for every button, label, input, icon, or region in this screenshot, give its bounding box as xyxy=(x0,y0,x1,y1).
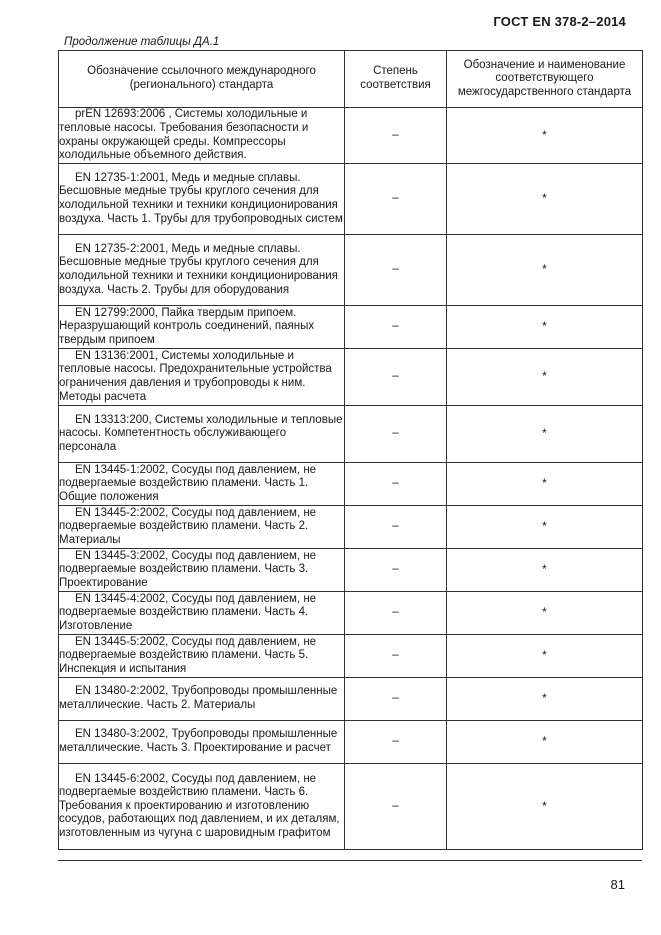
document-code: ГОСТ EN 378-2–2014 xyxy=(493,14,626,29)
column-header-interstate-standard: Обозначение и наименование соответствующего межгосударственного стандарта xyxy=(447,51,643,108)
degree-cell: – xyxy=(345,592,447,635)
degree-cell: – xyxy=(345,635,447,678)
reference-standard-cell: EN 12799:2000, Пайка твердым припоем. Неразрушающий контроль соединений, паяных твердым припоем xyxy=(59,306,345,349)
reference-standard-cell: EN 13445-4:2002, Сосуды под давлением, не подвергаемые воздействию пламени. Часть 4. Изготовление xyxy=(59,592,345,635)
interstate-standard-cell: * xyxy=(447,349,643,406)
table-row xyxy=(59,463,643,506)
interstate-standard-cell: * xyxy=(447,549,643,592)
degree-cell: – xyxy=(345,406,447,463)
interstate-standard-cell: * xyxy=(447,306,643,349)
degree-cell: – xyxy=(345,463,447,506)
reference-standard-cell: EN 12735-1:2001, Медь и медные сплавы. Бесшовные медные трубы круглого сечения для холодильной техники и техники кондиционирования воздуха. Часть 1. Трубы для трубопроводных систем xyxy=(59,164,345,235)
reference-standard-cell: EN 13480-2:2002, Трубопроводы промышленные металлические. Часть 2. Материалы xyxy=(59,678,345,721)
interstate-standard-cell: * xyxy=(447,678,643,721)
interstate-standard-cell: * xyxy=(447,721,643,764)
degree-cell: – xyxy=(345,764,447,850)
standards-table xyxy=(58,50,643,850)
table-row xyxy=(59,164,643,235)
page-number: 81 xyxy=(610,877,625,892)
reference-standard-cell: EN 13313:200, Системы холодильные и тепловые насосы. Компетентность обслуживающего персонала xyxy=(59,406,345,463)
interstate-standard-cell: * xyxy=(447,108,643,164)
degree-cell: – xyxy=(345,349,447,406)
degree-cell: – xyxy=(345,721,447,764)
interstate-standard-cell: * xyxy=(447,506,643,549)
column-header-degree: Степень соответствия xyxy=(345,51,447,108)
table-row xyxy=(59,235,643,306)
reference-standard-cell: EN 13445-3:2002, Сосуды под давлением, не подвергаемые воздействию пламени. Часть 3. Проектирование xyxy=(59,549,345,592)
reference-standard-cell: prEN 12693:2006 , Системы холодильные и тепловые насосы. Требования безопасности и охраны окружающей среды. Компрессоры холодильные объемного действия. xyxy=(59,108,345,164)
interstate-standard-cell: * xyxy=(447,635,643,678)
table-row xyxy=(59,592,643,635)
reference-standard-cell: EN 12735-2:2001, Медь и медные сплавы. Бесшовные медные трубы круглого сечения для холодильной техники и техники кондиционирования воздуха. Часть 2. Трубы для оборудования xyxy=(59,235,345,306)
table-row xyxy=(59,678,643,721)
table-row xyxy=(59,506,643,549)
degree-cell: – xyxy=(345,678,447,721)
degree-cell: – xyxy=(345,108,447,164)
column-header-reference-standard: Обозначение ссылочного международного (регионального) стандарта xyxy=(59,51,345,108)
table-row xyxy=(59,306,643,349)
table-row xyxy=(59,108,643,164)
table-row xyxy=(59,764,643,850)
table-row xyxy=(59,406,643,463)
reference-standard-cell: EN 13480-3:2002, Трубопроводы промышленные металлические. Часть 3. Проектирование и расчет xyxy=(59,721,345,764)
degree-cell: – xyxy=(345,549,447,592)
bottom-rule xyxy=(58,860,642,861)
interstate-standard-cell: * xyxy=(447,463,643,506)
interstate-standard-cell: * xyxy=(447,164,643,235)
degree-cell: – xyxy=(345,235,447,306)
table-row xyxy=(59,721,643,764)
table-caption: Продолжение таблицы ДА.1 xyxy=(64,36,220,48)
interstate-standard-cell: * xyxy=(447,235,643,306)
table-header-row xyxy=(59,51,643,108)
interstate-standard-cell: * xyxy=(447,592,643,635)
degree-cell: – xyxy=(345,306,447,349)
table-row xyxy=(59,635,643,678)
table-row xyxy=(59,349,643,406)
table-row xyxy=(59,549,643,592)
degree-cell: – xyxy=(345,506,447,549)
degree-cell: – xyxy=(345,164,447,235)
interstate-standard-cell: * xyxy=(447,406,643,463)
reference-standard-cell: EN 13445-1:2002, Сосуды под давлением, не подвергаемые воздействию пламени. Часть 1. Общие положения xyxy=(59,463,345,506)
reference-standard-cell: EN 13445-6:2002, Сосуды под давлением, не подвергаемые воздействию пламени. Часть 6. Требования к проектированию и изготовлению сосудов, работающих под давлением, и их деталям, изготовленным из чугуна с шаровидным графитом xyxy=(59,764,345,850)
reference-standard-cell: EN 13136:2001, Системы холодильные и тепловые насосы. Предохранительные устройства ограничения давления и трубопроводы к ним. Методы расчета xyxy=(59,349,345,406)
interstate-standard-cell: * xyxy=(447,764,643,850)
reference-standard-cell: EN 13445-2:2002, Сосуды под давлением, не подвергаемые воздействию пламени. Часть 2. Материалы xyxy=(59,506,345,549)
reference-standard-cell: EN 13445-5:2002, Сосуды под давлением, не подвергаемые воздействию пламени. Часть 5. Инспекция и испытания xyxy=(59,635,345,678)
